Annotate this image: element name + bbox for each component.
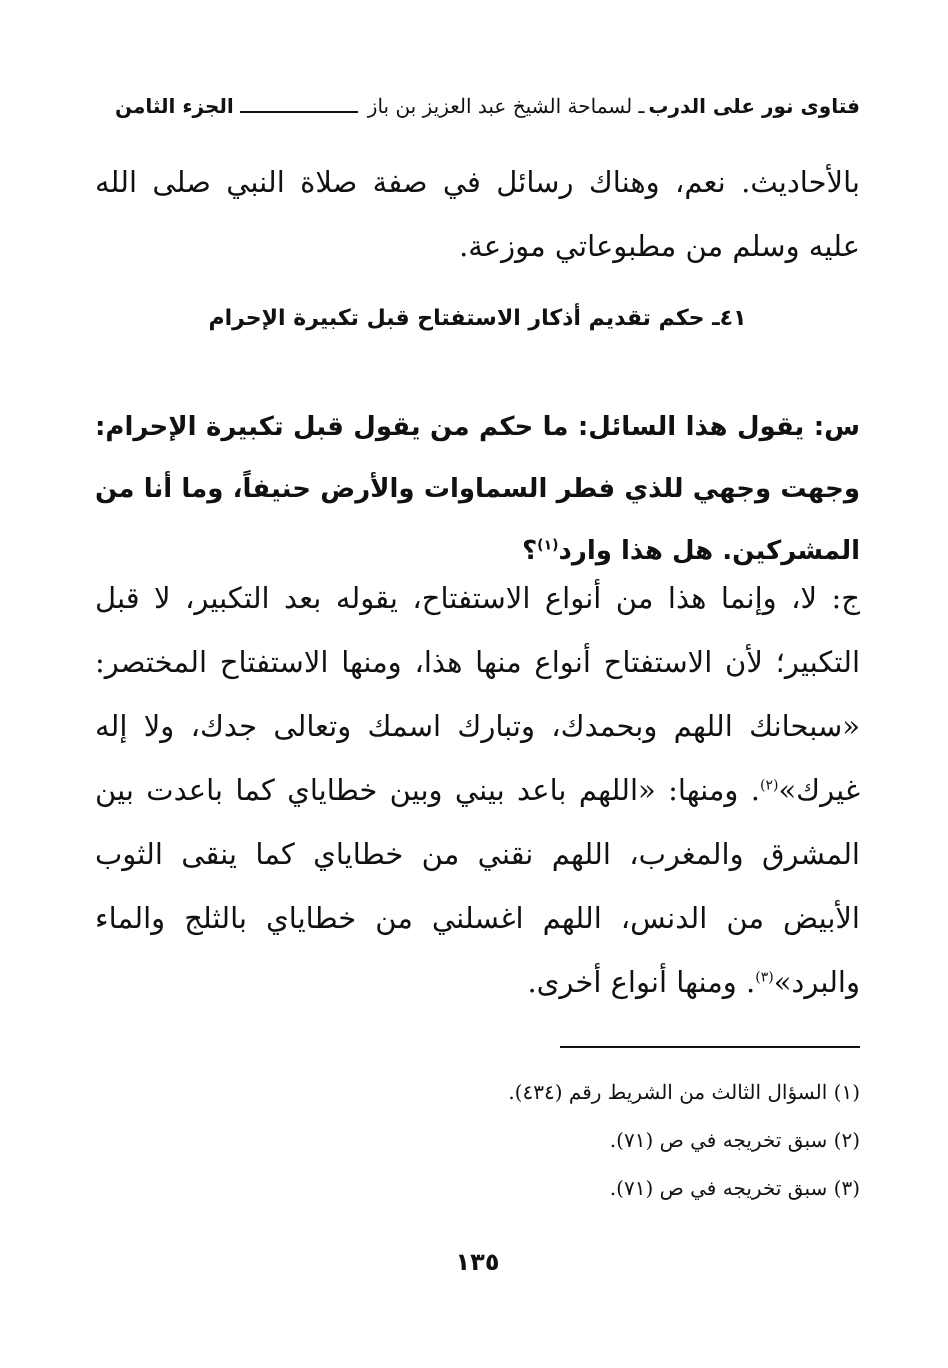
question-paragraph — [95, 396, 860, 582]
footnote: (٢) سبق تخريجه في ص (٧١). — [609, 1128, 860, 1152]
footnote-ref-2: (٢) — [759, 777, 779, 794]
footnote-ref-1: (١) — [537, 537, 559, 554]
author-name: ـ لسماحة الشيخ عبد العزيز بن باز — [367, 94, 645, 118]
volume-label: الجزء الثامن — [114, 94, 234, 118]
answer-paragraph — [95, 566, 860, 1014]
footnote: (١) السؤال الثالث من الشريط رقم (٤٣٤). — [508, 1080, 860, 1104]
footnote-separator — [560, 1046, 860, 1048]
page-number: ١٣٥ — [455, 1248, 500, 1276]
question-mark: ؟ — [522, 536, 538, 566]
intro-paragraph: بالأحاديث. نعم، وهناك رسائل في صفة صلاة النبي صلى الله عليه وسلم من مطبوعاتي موزعة. — [95, 165, 860, 263]
section-heading: ٤١ـ حكم تقديم أذكار الاستفتاح قبل تكبيرة الإحرام — [208, 306, 747, 331]
answer-text-3: . ومنها أنواع أخرى. — [527, 965, 756, 999]
footnote-ref-3: (٣) — [755, 969, 774, 986]
running-header — [95, 88, 860, 124]
answer-text-1: ج: لا، وإنما هذا من أنواع الاستفتاح، يقوله بعد التكبير، لا قبل التكبير؛ لأن الاستفتاح أنواع منها هذا، ومنها الاستفتاح المختصر: «سبحانك اللهم وبحمدك، وتبارك اسمك وتعالى جدك، ولا إله غيرك» — [95, 581, 860, 807]
book-title: فتاوى نور على الدرب — [648, 94, 860, 118]
footnotes — [95, 1068, 860, 1212]
footnote: (٣) سبق تخريجه في ص (٧١). — [609, 1176, 860, 1200]
header-rule — [240, 111, 358, 113]
document-page — [95, 0, 860, 1368]
question-text: س: يقول هذا السائل: ما حكم من يقول قبل تكبيرة الإحرام: وجهت وجهي للذي فطر السماوات والأرض حنيفاً، وما أنا من المشركين. هل هذا وارد — [95, 412, 860, 566]
answer-text-2: . ومنها: «اللهم باعد بيني وبين خطاياي كما باعدت بين المشرق والمغرب، اللهم نقني من خطاياي كما ينقى الثوب الأبيض من الدنس، اللهم اغسلني من خطاياي بالثلج والماء والبرد» — [95, 773, 860, 999]
